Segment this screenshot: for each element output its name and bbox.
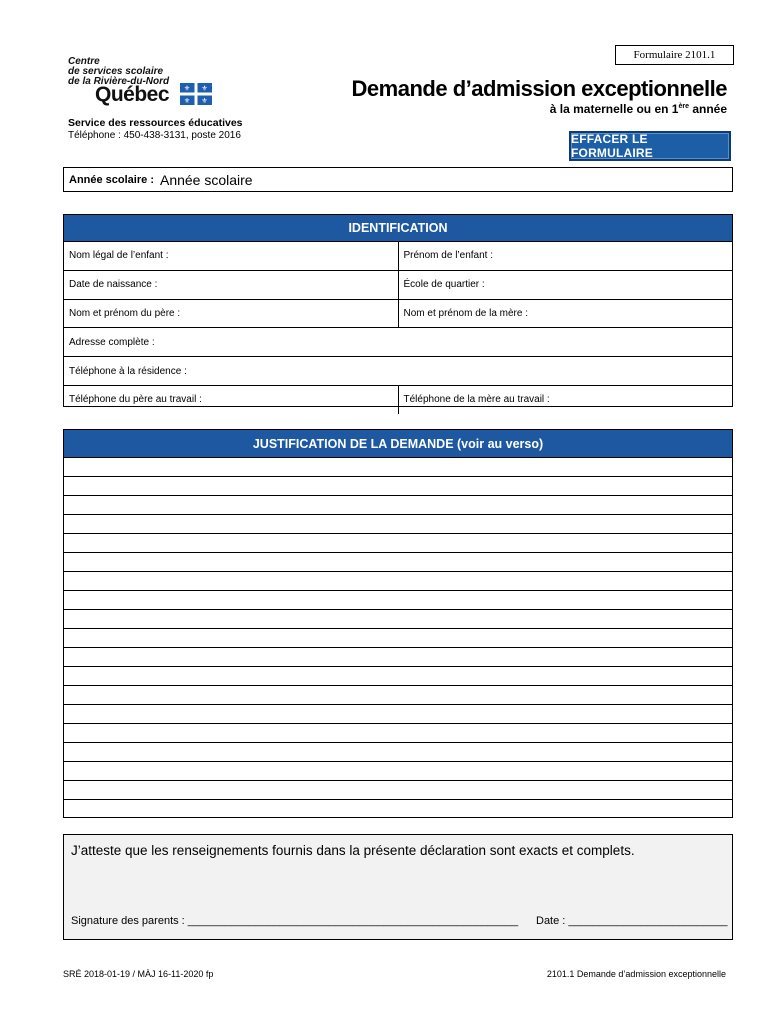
table-row: [64, 299, 732, 328]
justification-header: JUSTIFICATION DE LA DEMANDE (voir au verso): [64, 430, 732, 457]
full-address-field[interactable]: Adresse complète :: [69, 336, 155, 348]
organization-name: Centre de services scolaire de la Rivière-du-Nord: [68, 56, 170, 87]
justification-line[interactable]: [64, 552, 732, 571]
clear-form-button[interactable]: EFFACER LE FORMULAIRE: [569, 131, 731, 161]
table-row: [64, 270, 732, 299]
mother-work-phone-field[interactable]: Téléphone de la mère au travail :: [398, 386, 733, 414]
justification-line[interactable]: [64, 457, 732, 476]
justification-line[interactable]: [64, 609, 732, 628]
footer-form-name: 2101.1 Demande d’admission exceptionnelle: [546, 969, 726, 979]
justification-line[interactable]: [64, 514, 732, 533]
table-row: [64, 385, 732, 414]
attestation-text: J’atteste que les renseignements fournis dans la présente déclaration sont exacts et complets.: [71, 843, 635, 858]
father-work-phone-field[interactable]: Téléphone du père au travail :: [69, 394, 202, 406]
svg-text:⚜: ⚜: [183, 97, 191, 105]
child-legal-name-field[interactable]: Nom légal de l’enfant :: [69, 250, 169, 262]
svg-text:⚜: ⚜: [201, 84, 208, 93]
school-year-input[interactable]: Année scolaire: [159, 171, 253, 188]
justification-line[interactable]: [64, 761, 732, 780]
justification-text-area[interactable]: [64, 457, 732, 818]
neighborhood-school-field[interactable]: École de quartier :: [398, 271, 733, 299]
form-number: Formulaire 2101.1: [615, 45, 734, 65]
justification-section: [63, 429, 733, 818]
justification-line[interactable]: [64, 780, 732, 799]
school-year-field[interactable]: [63, 167, 733, 192]
svg-text:⚜: ⚜: [201, 97, 208, 105]
table-row: [64, 241, 732, 270]
table-row: [64, 327, 732, 356]
mother-name-field[interactable]: Nom et prénom de la mère :: [398, 300, 733, 328]
justification-line[interactable]: [64, 704, 732, 723]
justification-line[interactable]: [64, 476, 732, 495]
service-phone: Téléphone : 450-438-3131, poste 2016: [68, 130, 241, 141]
svg-text:⚜: ⚜: [183, 84, 191, 93]
quebec-wordmark: Québec: [95, 83, 170, 106]
justification-line[interactable]: [64, 590, 732, 609]
child-first-name-field[interactable]: Prénom de l’enfant :: [398, 242, 733, 270]
date-field[interactable]: Date : __________________________: [536, 915, 728, 927]
justification-line[interactable]: [64, 666, 732, 685]
parent-signature-field[interactable]: Signature des parents : ______________________________________________________: [71, 915, 519, 927]
justification-line[interactable]: [64, 628, 732, 647]
justification-line[interactable]: [64, 571, 732, 590]
school-year-label: Année scolaire :: [69, 173, 154, 186]
footer-revision: SRÉ 2018-01-19 / MÀJ 16-11-2020 fp: [63, 969, 214, 979]
justification-line[interactable]: [64, 647, 732, 666]
service-name: Service des ressources éducatives: [68, 117, 243, 129]
table-row: [64, 356, 732, 385]
justification-line[interactable]: [64, 742, 732, 761]
identification-section: [63, 214, 733, 407]
justification-line[interactable]: [64, 533, 732, 552]
justification-line[interactable]: [64, 685, 732, 704]
birth-date-field[interactable]: Date de naissance :: [69, 279, 158, 291]
justification-line[interactable]: [64, 723, 732, 742]
justification-line[interactable]: [64, 495, 732, 514]
identification-header: IDENTIFICATION: [64, 215, 732, 241]
quebec-flag-icon: [180, 83, 212, 105]
home-phone-field[interactable]: Téléphone à la résidence :: [69, 365, 187, 377]
form-subtitle: à la maternelle ou en 1ère année: [549, 102, 727, 116]
attestation-section: [63, 834, 733, 940]
justification-line[interactable]: [64, 799, 732, 818]
father-name-field[interactable]: Nom et prénom du père :: [69, 307, 181, 319]
form-title: Demande d’admission exceptionnelle: [351, 76, 727, 101]
